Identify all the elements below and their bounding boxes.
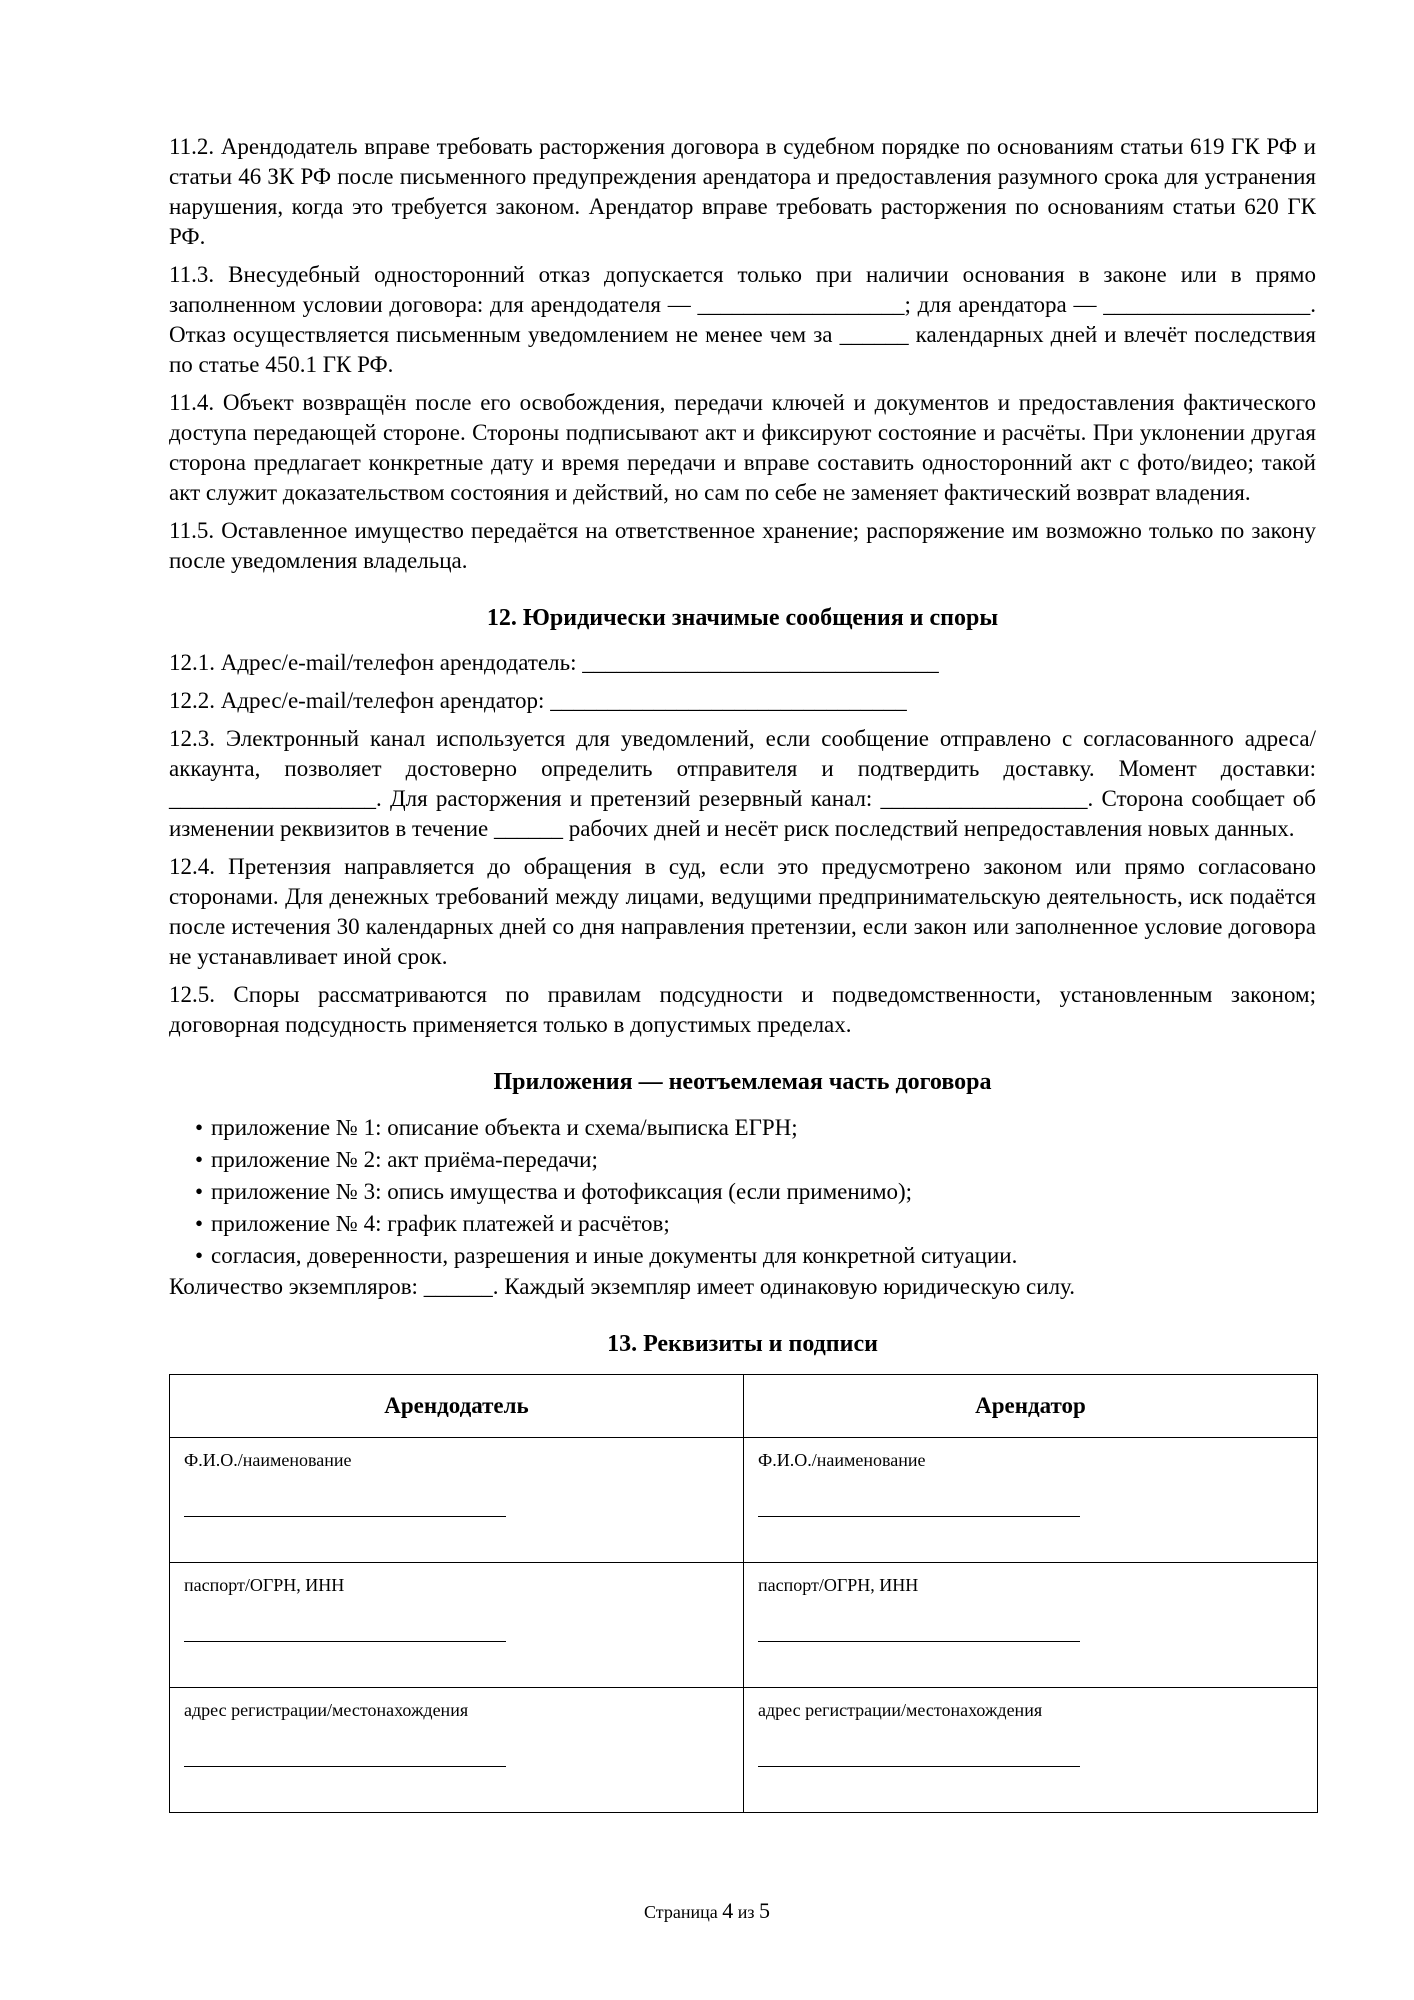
signature-line xyxy=(758,1623,1080,1642)
field-label: паспорт/ОГРН, ИНН xyxy=(758,1575,919,1595)
field-label: паспорт/ОГРН, ИНН xyxy=(184,1575,345,1595)
page-total: 5 xyxy=(758,1898,770,1923)
appendix-item xyxy=(195,1208,1316,1240)
clause-12-3: 12.3. Электронный канал используется для уведомлений, если сообщение отправлено с согласованного адреса/аккаунта, позволяет достоверно определить отправителя и подтвердить доставку. Момент доставки: __________________. Для расторжения и претензий резервный канал: __________________. Сторона сообщает об изменении реквизитов в течение ______ рабочих дней и несёт риск последствий непредоставления новых данных. xyxy=(169,726,1316,841)
table-row xyxy=(170,1438,1318,1563)
appendix-item xyxy=(195,1176,1316,1208)
column-header-landlord: Арендодатель xyxy=(170,1375,744,1438)
signature-line xyxy=(758,1748,1080,1767)
appendix-item-text: приложение № 2: акт приёма-передачи; xyxy=(211,1147,598,1172)
signature-line xyxy=(758,1498,1080,1517)
clause-12-5: 12.5. Споры рассматриваются по правилам подсудности и подведомственности, установленным законом; договорная подсудность применяется только в допустимых пределах. xyxy=(169,982,1316,1037)
section-13-heading: 13. Реквизиты и подписи xyxy=(607,1331,878,1357)
tenant-name-cell xyxy=(744,1438,1318,1563)
copies-count: Количество экземпляров: ______. Каждый экземпляр имеет одинаковую юридическую силу. xyxy=(169,1274,1075,1299)
clause-11-5: 11.5. Оставленное имущество передаётся на ответственное хранение; распоряжение им возможно только по закону после уведомления владельца. xyxy=(169,518,1316,573)
landlord-address-cell xyxy=(170,1688,744,1813)
requisites-table xyxy=(169,1374,1318,1813)
table-row xyxy=(170,1688,1318,1813)
tenant-address-cell xyxy=(744,1688,1318,1813)
field-label: адрес регистрации/местонахождения xyxy=(758,1700,1043,1720)
page-number: 4 xyxy=(722,1898,734,1923)
bullet-icon: • xyxy=(195,1147,204,1172)
field-label: Ф.И.О./наименование xyxy=(184,1450,352,1470)
appendices-heading: Приложения — неотъемлемая часть договора xyxy=(493,1069,992,1095)
appendix-item-text: приложение № 4: график платежей и расчётов; xyxy=(211,1211,670,1236)
bullet-icon: • xyxy=(195,1179,204,1204)
appendix-list xyxy=(169,1112,1316,1272)
tenant-passport-cell xyxy=(744,1563,1318,1688)
appendix-item-text: приложение № 3: опись имущества и фотофиксация (если применимо); xyxy=(211,1179,913,1204)
clause-11-4: 11.4. Объект возвращён после его освобождения, передачи ключей и документов и предоставления фактического доступа передающей стороне. Стороны подписывают акт и фиксируют состояние и расчёты. При уклонении другая сторона предлагает конкретные дату и время передачи и вправе составить односторонний акт с фото/видео; такой акт служит доказательством состояния и действий, но сам по себе не заменяет фактический возврат владения. xyxy=(169,390,1316,505)
table-header-row xyxy=(170,1375,1318,1438)
bullet-icon: • xyxy=(195,1115,204,1140)
appendix-item-text: приложение № 1: описание объекта и схема/выписка ЕГРН; xyxy=(211,1115,798,1140)
field-label: адрес регистрации/местонахождения xyxy=(184,1700,469,1720)
clause-12-1: 12.1. Адрес/e-mail/телефон арендодатель: _______________________________ xyxy=(169,650,939,675)
appendix-item-text: согласия, доверенности, разрешения и иные документы для конкретной ситуации. xyxy=(211,1243,1018,1268)
signature-line xyxy=(184,1498,506,1517)
signature-line xyxy=(184,1623,506,1642)
field-label: Ф.И.О./наименование xyxy=(758,1450,926,1470)
landlord-name-cell xyxy=(170,1438,744,1563)
table-row xyxy=(170,1563,1318,1688)
appendix-item xyxy=(195,1144,1316,1176)
section-12-heading: 12. Юридически значимые сообщения и споры xyxy=(486,605,999,631)
signature-line xyxy=(184,1748,506,1767)
clause-12-2: 12.2. Адрес/e-mail/телефон арендатор: _______________________________ xyxy=(169,688,907,713)
page-footer xyxy=(0,1898,1414,1924)
landlord-passport-cell xyxy=(170,1563,744,1688)
document-body xyxy=(169,132,1316,1813)
clause-12-4: 12.4. Претензия направляется до обращения в суд, если это предусмотрено законом или прямо согласовано сторонами. Для денежных требований между лицами, ведущими предпринимательскую деятельность, иск подаётся после истечения 30 календарных дней со дня направления претензии, если закон или заполненное условие договора не устанавливает иной срок. xyxy=(169,854,1316,969)
page-of-label: из xyxy=(737,1902,755,1922)
page-label: Страница xyxy=(644,1902,718,1922)
appendix-item xyxy=(195,1240,1316,1272)
bullet-icon: • xyxy=(195,1243,204,1268)
bullet-icon: • xyxy=(195,1211,204,1236)
column-header-tenant: Арендатор xyxy=(744,1375,1318,1438)
appendix-item xyxy=(195,1112,1316,1144)
clause-11-3: 11.3. Внесудебный односторонний отказ допускается только при наличии основания в законе или в прямо заполненном условии договора: для арендодателя — __________________; для арендатора — __________________. Отказ осуществляется письменным уведомлением не менее чем за ______ календарных дней и влечёт последствия по статье 450.1 ГК РФ. xyxy=(169,262,1316,377)
clause-11-2: 11.2. Арендодатель вправе требовать расторжения договора в судебном порядке по основаниям статьи 619 ГК РФ и статьи 46 ЗК РФ после письменного предупреждения арендатора и предоставления разумного срока для устранения нарушения, когда это требуется законом. Арендатор вправе требовать расторжения по основаниям статьи 620 ГК РФ. xyxy=(169,134,1316,249)
